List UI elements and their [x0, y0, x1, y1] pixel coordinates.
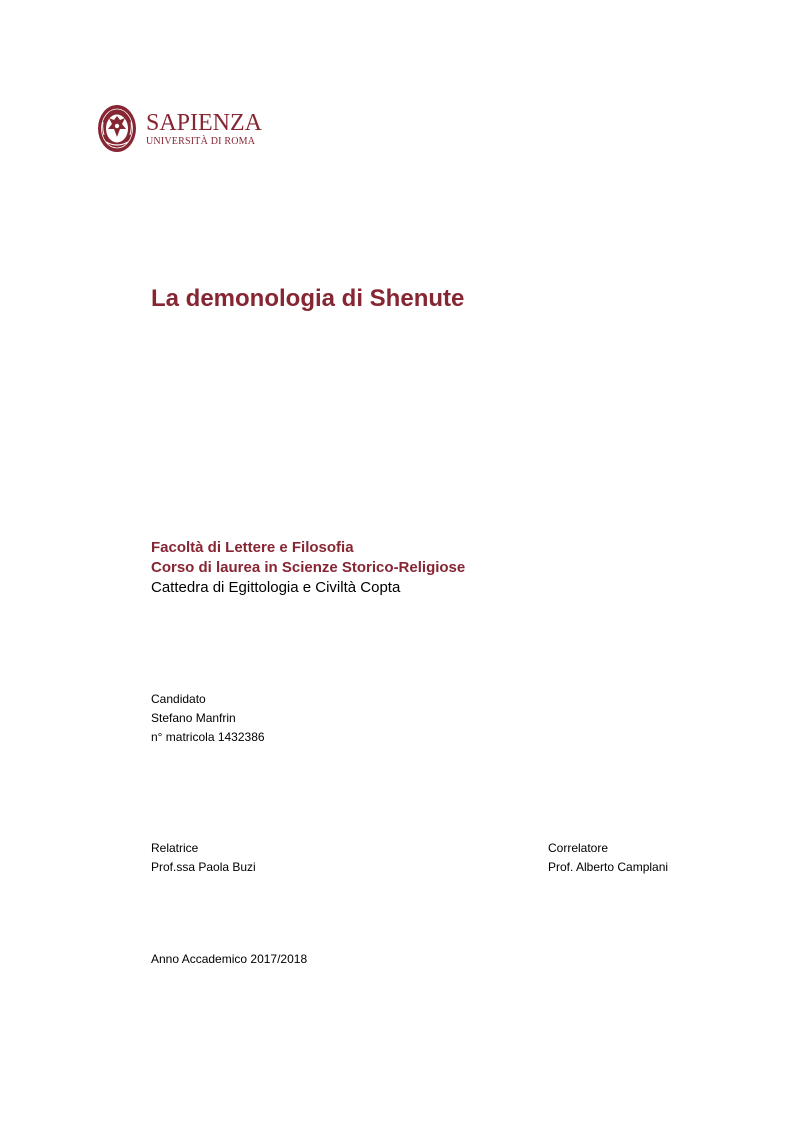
university-wordmark [146, 109, 262, 148]
coadvisor-block [548, 839, 668, 877]
university-seal-icon [97, 104, 137, 153]
university-subtitle: UNIVERSITÀ DI ROMA [146, 136, 256, 147]
advisor-block [151, 839, 256, 877]
faculty-name: Facoltà di Lettere e Filosofia [151, 539, 354, 556]
academic-year: Anno Accademico 2017/2018 [151, 952, 308, 966]
advisor-label: Relatrice [151, 841, 199, 855]
candidate-label: Candidato [151, 692, 206, 706]
thesis-title: La demonologia di Shenute [151, 285, 465, 312]
university-logo [97, 104, 262, 153]
candidate-block [151, 690, 265, 747]
course-name: Corso di laurea in Scienze Storico-Religiose [151, 559, 466, 576]
university-name: SAPIENZA [146, 110, 263, 136]
faculty-block [151, 538, 465, 598]
coadvisor-label: Correlatore [548, 841, 609, 855]
coadvisor-name: Prof. Alberto Camplani [548, 860, 669, 874]
advisor-name: Prof.ssa Paola Buzi [151, 860, 256, 874]
candidate-name: Stefano Manfrin [151, 711, 236, 725]
chair-name: Cattedra di Egittologia e Civiltà Copta [151, 579, 401, 596]
candidate-matricola: n° matricola 1432386 [151, 730, 265, 744]
